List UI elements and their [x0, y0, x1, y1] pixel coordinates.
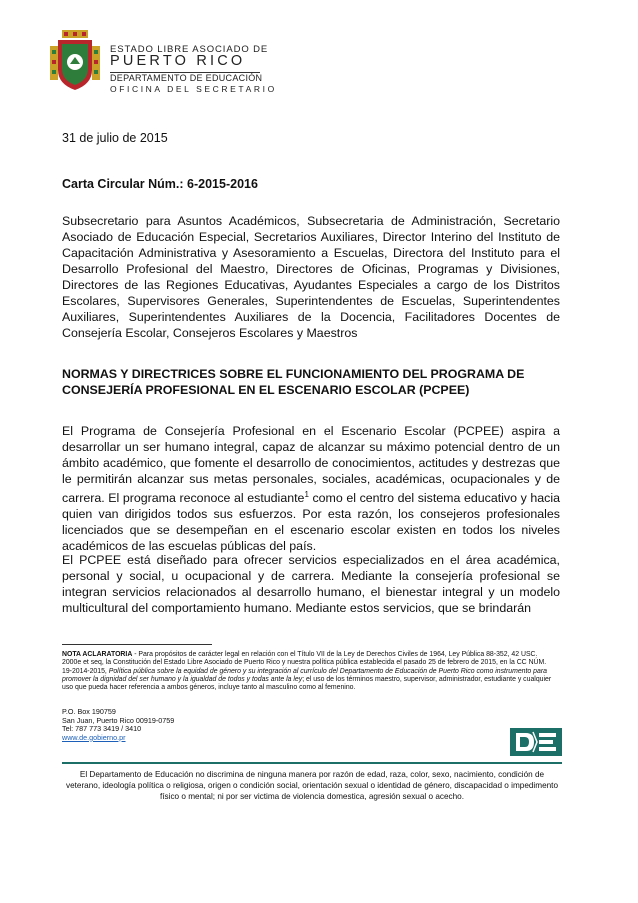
address-block: [62, 708, 174, 742]
footer-divider: [62, 762, 562, 764]
address-phone: Tel: 787 773 3419 / 3410: [62, 724, 142, 734]
non-discrimination-notice: El Departamento de Educación no discrimina de ninguna manera por razón de edad, raza, color, sexo, nacimiento, condición de veterano, ideología política o religiosa, origen o condición social, orientación sexual o identidad de género, discapacidad o impedimento físico o mental; ni por ser victima de violencia domestica, agresión sexual o acecho.: [65, 770, 559, 801]
letterhead-line-2: PUERTO RICO: [110, 53, 246, 69]
body-paragraph-1: El Programa de Consejería Profesional en el Escenario Escolar (PCPEE) aspira a desarrollar un ser humano integral, capaz de alcanzar su máximo potencial dentro de un ámbito académico, que fomente el desarrollo de conocimientos, actitudes y destrezas que le permitirán alcanzar sus metas personales, sociales, académicas, ocupacionales y de carrera. El programa reconoce al estudiante$^1$ como el centro del sistema educativo y hacia quien van dirigidos todos sus esfuerzos. Por esta razón, los consejeros profesionales licenciados que se desempeñan en el escenario escolar existen en todos los niveles académicos de las escuelas públicas del país.: [62, 424, 560, 554]
letterhead-line-4: OFICINA DEL SECRETARIO: [110, 84, 277, 94]
letterhead-line-3: DEPARTAMENTO DE EDUCACIÓN: [110, 73, 263, 83]
letter-date: 31 de julio de 2015: [62, 131, 168, 145]
address-po-box: P.O. Box 190759: [62, 707, 116, 716]
recipients-paragraph: Subsecretario para Asuntos Académicos, Subsecretaria de Administración, Secretario Asociado de Educación Especial, Secretarios Auxiliares, Director Interino del Instituto de Capacitación Administrativa y Asesoramiento a Escuelas, Directora del Instituto para el Desarrollo Profesional del Maestro, Directores de Oficinas, Programas y Divisiones, Directores de las Regiones Educativas, Ayudantes Especiales a cargo de los Distritos Escolares, Supervisores Generales, Superintendentes de Escuelas, Superintendentes Auxiliares, Superintendentes Auxiliares de la Docencia, Facilitadores Docentes de Consejería Escolar, Consejeros Escolares y Maestros: [62, 214, 560, 340]
address-city: San Juan, Puerto Rico 00919-0759: [62, 715, 175, 725]
website-link[interactable]: www.de.gobierno.pr: [62, 732, 126, 742]
letterhead-line-1: ESTADO LIBRE ASOCIADO DE: [110, 44, 269, 55]
footnote: NOTA ACLARATORIA - Para propósitos de carácter legal en relación con el Título VII de la Ley de Derechos Civiles de 1964, Ley Pública 88-352, 42 USC. 2000e et seq, la Constitución del Estado Libre Asociado de Puerto Rico y nuestra política pública establecida el pasado 25 de febrero de 2015, en la CC NÚM. 19-2014-2015, Política pública sobre la equidad de género y su integración al currículo del Departamento de Educación de Puerto Rico como instrumento para promover la dignidad del ser humano y la igualdad de todos y todas ante la ley; el uso de los términos maestro, supervisor, administrador, estudiante y cualquier uso que pueda hacer referencia a ambos géneros, incluye tanto al masculino como al femenino.: [62, 651, 552, 692]
body-paragraph-2: El PCPEE está diseñado para ofrecer servicios especializados en el área académica, personal y social, u ocupacional y de carrera. Mediante la consejería profesional se integran servicios relacionados al desarrollo humano, el bienestar integral y un modelo multicultural del comportamiento humano. Mediante estos servicios, que se brindarán: [62, 553, 560, 615]
footnote-marker: 1: [304, 490, 309, 499]
footnote-rule: [62, 644, 212, 645]
coat-of-arms-icon: [50, 30, 100, 94]
de-logo-icon: [510, 728, 562, 756]
document-title: NORMAS Y DIRECTRICES SOBRE EL FUNCIONAMIENTO DEL PROGRAMA DE CONSEJERÍA PROFESIONAL EN EL ESCENARIO ESCOLAR (PCPEE): [62, 367, 525, 397]
circular-number: Carta Circular Núm.: 6-2015-2016: [62, 177, 258, 191]
